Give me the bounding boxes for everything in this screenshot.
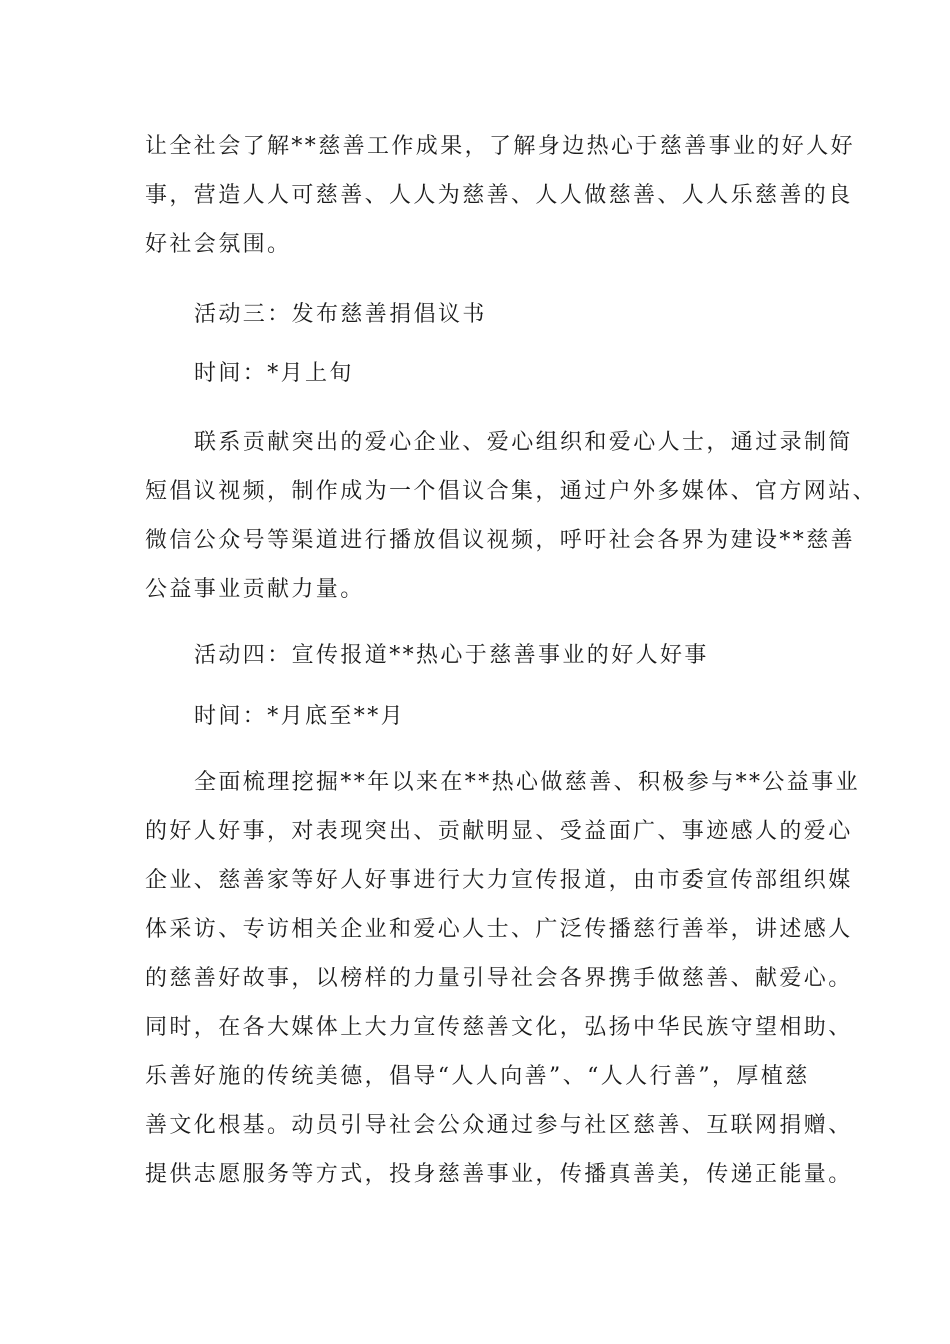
text-line: 提供志愿服务等方式，投身慈善事业，传播真善美，传递正能量。 [145, 1162, 853, 1187]
activity-time: 时间：*月底至**月 [194, 704, 406, 729]
text-line: 让全社会了解**慈善工作成果，了解身边热心于慈善事业的好人好 [145, 134, 856, 159]
text-line: 体采访、专访相关企业和爱心人士、广泛传播慈行善举，讲述感人 [145, 917, 853, 942]
activity-3-time [145, 349, 805, 398]
activity-title: 活动四：宣传报道**热心于慈善事业的好人好事 [194, 643, 709, 668]
text-line: 公益事业贡献力量。 [145, 577, 365, 602]
activity-3-heading [145, 290, 805, 339]
text-line: 同时，在各大媒体上大力宣传慈善文化，弘扬中华民族守望相助、 [145, 1015, 853, 1040]
activity-title: 活动三：发布慈善捐倡议书 [194, 302, 487, 327]
text-line: 企业、慈善家等好人好事进行大力宣传报道，由市委宣传部组织媒 [145, 868, 853, 893]
text-line: 微信公众号等渠道进行播放倡议视频，呼吁社会各界为建设**慈善 [145, 528, 856, 553]
activity-4-heading [145, 631, 805, 680]
text-line: 短倡议视频，制作成为一个倡议合集，通过户外多媒体、官方网站、 [145, 479, 878, 504]
text-line: 的好人好事，对表现突出、贡献明显、受益面广、事迹感人的爱心 [145, 819, 853, 844]
text-line: 乐善好施的传统美德，倡导“人人向善”、“人人行善”，厚植慈 [145, 1064, 810, 1089]
text-line: 全面梳理挖掘**年以来在**热心做慈善、积极参与**公益事业 [194, 770, 861, 795]
text-line: 善文化根基。动员引导社会公众通过参与社区慈善、互联网捐赠、 [145, 1113, 853, 1138]
text-line: 事，营造人人可慈善、人人为慈善、人人做慈善、人人乐慈善的良 [145, 183, 853, 208]
activity-4-body [145, 758, 861, 1199]
text-line: 联系贡献突出的爱心企业、爱心组织和爱心人士，通过录制简 [194, 430, 853, 455]
activity-3-body [145, 418, 878, 614]
text-line: 的慈善好故事，以榜样的力量引导社会各界携手做慈善、献爱心。 [145, 966, 853, 991]
text-line: 好社会氛围。 [145, 232, 292, 257]
activity-4-time [145, 692, 805, 741]
paragraph-intro [145, 122, 856, 269]
activity-time: 时间：*月上旬 [194, 361, 354, 386]
